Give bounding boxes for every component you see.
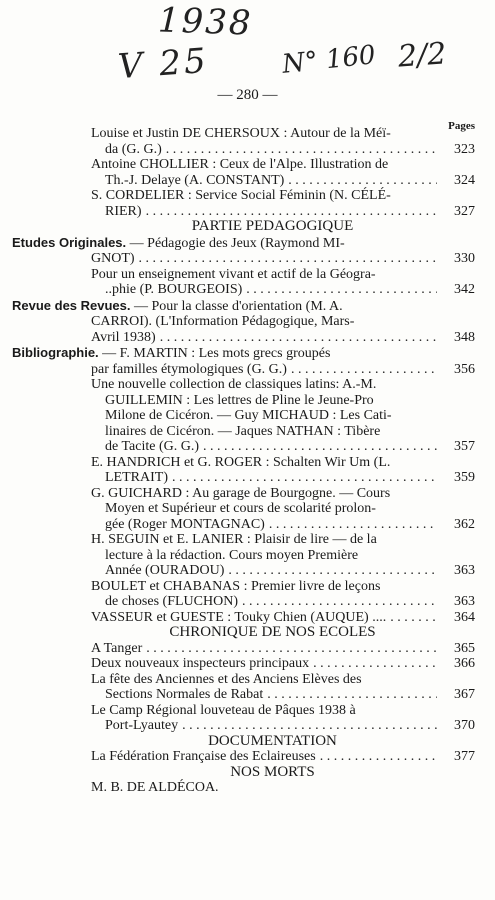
toc-entry-line xyxy=(91,749,475,765)
toc-entry-text: Antoine CHOLLIER : Ceux de l'Alpe. Illustration de xyxy=(91,157,389,172)
toc-entry-line xyxy=(91,424,475,440)
toc-entry xyxy=(0,532,495,579)
toc-entry-line xyxy=(91,656,475,672)
page-ref: 327 xyxy=(454,203,475,219)
leader-dots xyxy=(203,439,437,455)
toc-entry xyxy=(0,641,495,657)
toc-entry xyxy=(0,610,495,626)
toc-entry-text: CARROI). (L'Information Pédagogique, Mars- xyxy=(91,314,355,329)
toc-entry-text: Année (OURADOU) xyxy=(105,563,225,578)
toc-entry xyxy=(0,126,495,157)
leader-dots xyxy=(291,362,437,378)
toc-entry-text: GNOT) xyxy=(91,251,135,266)
pages-column-header: Pages xyxy=(448,120,475,132)
toc-entry xyxy=(0,703,495,734)
leader-dots xyxy=(182,718,437,734)
toc-entry-line xyxy=(91,267,475,283)
toc-entry xyxy=(0,486,495,533)
section-heading: NOS MORTS xyxy=(230,763,315,780)
toc-entry-text: — Pédagogie des Jeux (Raymond MI- xyxy=(129,235,345,251)
toc-entry xyxy=(0,455,495,486)
toc-entry-line xyxy=(91,282,475,298)
toc-entry-text: — Pour la classe d'orientation (M. A. xyxy=(134,298,343,314)
toc-entry-line xyxy=(91,393,475,409)
toc-entry-line xyxy=(91,517,475,533)
toc-entry-line xyxy=(91,455,475,471)
toc-entry-line xyxy=(91,157,475,173)
toc-entry-text: — F. MARTIN : Les mots grecs groupés xyxy=(102,346,331,361)
leader-dots xyxy=(146,204,437,220)
toc-entry-text: da (G. G.) xyxy=(105,141,162,157)
toc-entry-line xyxy=(12,330,475,346)
page-ref: 367 xyxy=(454,687,475,702)
toc-entry-text: GUILLEMIN : Les lettres de Pline le Jeune-Pro xyxy=(105,392,374,408)
toc-entry xyxy=(0,780,495,796)
page-ref: 357 xyxy=(454,439,475,454)
toc-entry-line xyxy=(91,470,475,486)
leader-dots xyxy=(390,610,437,626)
toc-entry-text: ..phie (P. BOURGEOIS) xyxy=(105,282,243,297)
page-ref: 348 xyxy=(454,329,475,345)
toc-entry-text: Moyen et Supérieur et cours de scolarité prolon- xyxy=(105,501,376,516)
toc-entry-text: de Tacite (G. G.) xyxy=(105,439,200,454)
page-ref: 363 xyxy=(454,594,475,609)
leader-dots xyxy=(269,517,437,533)
toc-entry-line xyxy=(12,235,475,252)
toc-entry-text: BOULET et CHABANAS : Premier livre de leçons xyxy=(91,578,381,594)
section-heading: DOCUMENTATION xyxy=(208,732,337,749)
toc-entry-line xyxy=(12,251,475,267)
toc-entry-text: Th.-J. Delaye (A. CONSTANT) xyxy=(105,172,285,188)
toc-entry-text: A Tanger xyxy=(91,640,143,656)
toc-entry-text: La Fédération Française des Eclaireuses xyxy=(91,749,316,764)
toc-entry-line xyxy=(12,314,475,330)
toc-entry-line xyxy=(91,594,475,610)
toc-entry-text: Port-Lyautey xyxy=(105,718,179,733)
toc-entry xyxy=(0,298,495,346)
toc-entry-text: par familles étymologiques (G. G.) xyxy=(91,361,287,377)
toc-entry-line xyxy=(91,579,475,595)
toc-entry xyxy=(0,749,495,765)
toc-entry xyxy=(0,235,495,267)
handwritten-number: N° 160 xyxy=(280,40,377,80)
page-ref: 359 xyxy=(454,470,475,485)
handwritten-year: 1938 xyxy=(157,0,254,44)
toc-entry xyxy=(0,188,495,219)
page-ref: 364 xyxy=(454,609,475,625)
toc-entry-text: Deux nouveaux inspecteurs principaux xyxy=(91,656,310,671)
section-label: Revue des Revues. xyxy=(12,297,131,313)
page-ref: 370 xyxy=(454,718,475,733)
toc-entry-line xyxy=(91,672,475,688)
toc-entry-line xyxy=(91,408,475,424)
section-heading: CHRONIQUE DE NOS ECOLES xyxy=(169,624,376,640)
toc-entry-line xyxy=(91,532,475,548)
leader-dots xyxy=(160,330,437,346)
toc-entry-line xyxy=(12,345,475,362)
toc-entry-text: linaires de Cicéron. — Jaques NATHAN : Tibère xyxy=(105,423,381,439)
toc-entry-text: Milone de Cicéron. — Guy MICHAUD : Les Cati- xyxy=(105,408,392,423)
page-ref: 365 xyxy=(454,640,475,656)
toc-entry-text: Une nouvelle collection de classiques latins: A.-M. xyxy=(91,377,377,392)
toc-entry-text: RIER) xyxy=(105,203,142,219)
toc-entry-text: S. CORDELIER : Service Social Féminin (N. CÉLÉ- xyxy=(91,188,391,203)
toc-entry-line xyxy=(91,780,475,796)
leader-dots xyxy=(246,282,437,298)
section-heading: PARTIE PEDAGOGIQUE xyxy=(191,218,354,234)
section-label: Etudes Originales. xyxy=(12,234,127,250)
section-label: Bibliographie. xyxy=(12,345,99,360)
toc-entry xyxy=(0,377,495,455)
page-ref: 324 xyxy=(454,172,475,188)
page-ref: 330 xyxy=(454,251,475,266)
toc-entry-line xyxy=(91,377,475,393)
toc-entry-line xyxy=(91,610,475,626)
toc-entry xyxy=(0,672,495,703)
toc-entry-line xyxy=(91,687,475,703)
toc-entry-line xyxy=(91,173,475,189)
toc-entry-line xyxy=(91,563,475,579)
toc-entry-line xyxy=(91,204,475,220)
toc-entry-text: lecture à la rédaction. Cours moyen Première xyxy=(105,547,359,563)
toc-entry-text: G. GUICHARD : Au garage de Bourgogne. — Cours xyxy=(91,485,391,501)
toc-entry-line xyxy=(91,703,475,719)
toc-entry-text: Avril 1938) xyxy=(91,329,156,345)
page-ref: 362 xyxy=(454,516,475,532)
toc-entry-line xyxy=(91,188,475,204)
handwritten-volume: V 25 xyxy=(116,40,210,88)
toc-entry-line xyxy=(91,501,475,517)
toc-entry-text: LETRAIT) xyxy=(105,470,168,485)
toc-entry-text: H. SEGUIN et E. LANIER : Plaisir de lire — de la xyxy=(91,532,377,547)
toc-entry-text: de choses (FLUCHON) xyxy=(105,594,238,609)
toc-entry xyxy=(0,267,495,298)
toc-entry-line xyxy=(12,298,475,315)
toc-entry xyxy=(0,157,495,188)
toc-entry-text: VASSEUR et GUESTE : Touky Chien (AUQUE) .... xyxy=(91,609,387,625)
leader-dots xyxy=(166,142,437,158)
toc-entry-text: M. B. DE ALDÉCOA. xyxy=(91,780,219,795)
toc-entry xyxy=(0,345,495,377)
page-number: — 280 — xyxy=(217,87,278,103)
leader-dots xyxy=(320,749,437,765)
toc-entry-line xyxy=(91,439,475,455)
toc-entry-line xyxy=(12,362,475,378)
leader-dots xyxy=(139,251,437,267)
toc-entry-text: gée (Roger MONTAGNAC) xyxy=(105,516,265,532)
handwritten-part: 2/2 xyxy=(396,36,448,75)
toc-entry-text: E. HANDRICH et G. ROGER : Schalten Wir Um (L. xyxy=(91,454,391,470)
page-ref: 356 xyxy=(454,361,475,377)
leader-dots xyxy=(242,594,437,610)
page-ref: 323 xyxy=(454,141,475,157)
toc-entry-line xyxy=(91,126,475,142)
leader-dots xyxy=(288,173,437,189)
toc-entry-text: La fête des Anciennes et des Anciens Elèves des xyxy=(91,671,362,687)
page-ref: 363 xyxy=(454,563,475,578)
toc-entry xyxy=(0,656,495,672)
table-of-contents xyxy=(0,126,495,796)
toc-entry-line xyxy=(91,142,475,158)
leader-dots xyxy=(313,656,437,672)
toc-entry-text: Sections Normales de Rabat xyxy=(105,687,264,702)
page-ref: 366 xyxy=(454,656,475,671)
toc-entry-line xyxy=(91,486,475,502)
toc-entry-text: Louise et Justin DE CHERSOUX : Autour de la Méï- xyxy=(91,126,391,141)
leader-dots xyxy=(228,563,437,579)
toc-entry xyxy=(0,579,495,610)
toc-entry-line xyxy=(91,641,475,657)
toc-entry-text: Pour un enseignement vivant et actif de la Géogra- xyxy=(91,266,376,282)
toc-entry-line xyxy=(91,548,475,564)
page-ref: 377 xyxy=(454,749,475,764)
page-ref: 342 xyxy=(454,282,475,297)
leader-dots xyxy=(267,687,437,703)
leader-dots xyxy=(146,641,437,657)
toc-entry-text: Le Camp Régional louveteau de Pâques 1938 à xyxy=(91,702,356,718)
toc-entry-line xyxy=(91,718,475,734)
leader-dots xyxy=(172,470,437,486)
